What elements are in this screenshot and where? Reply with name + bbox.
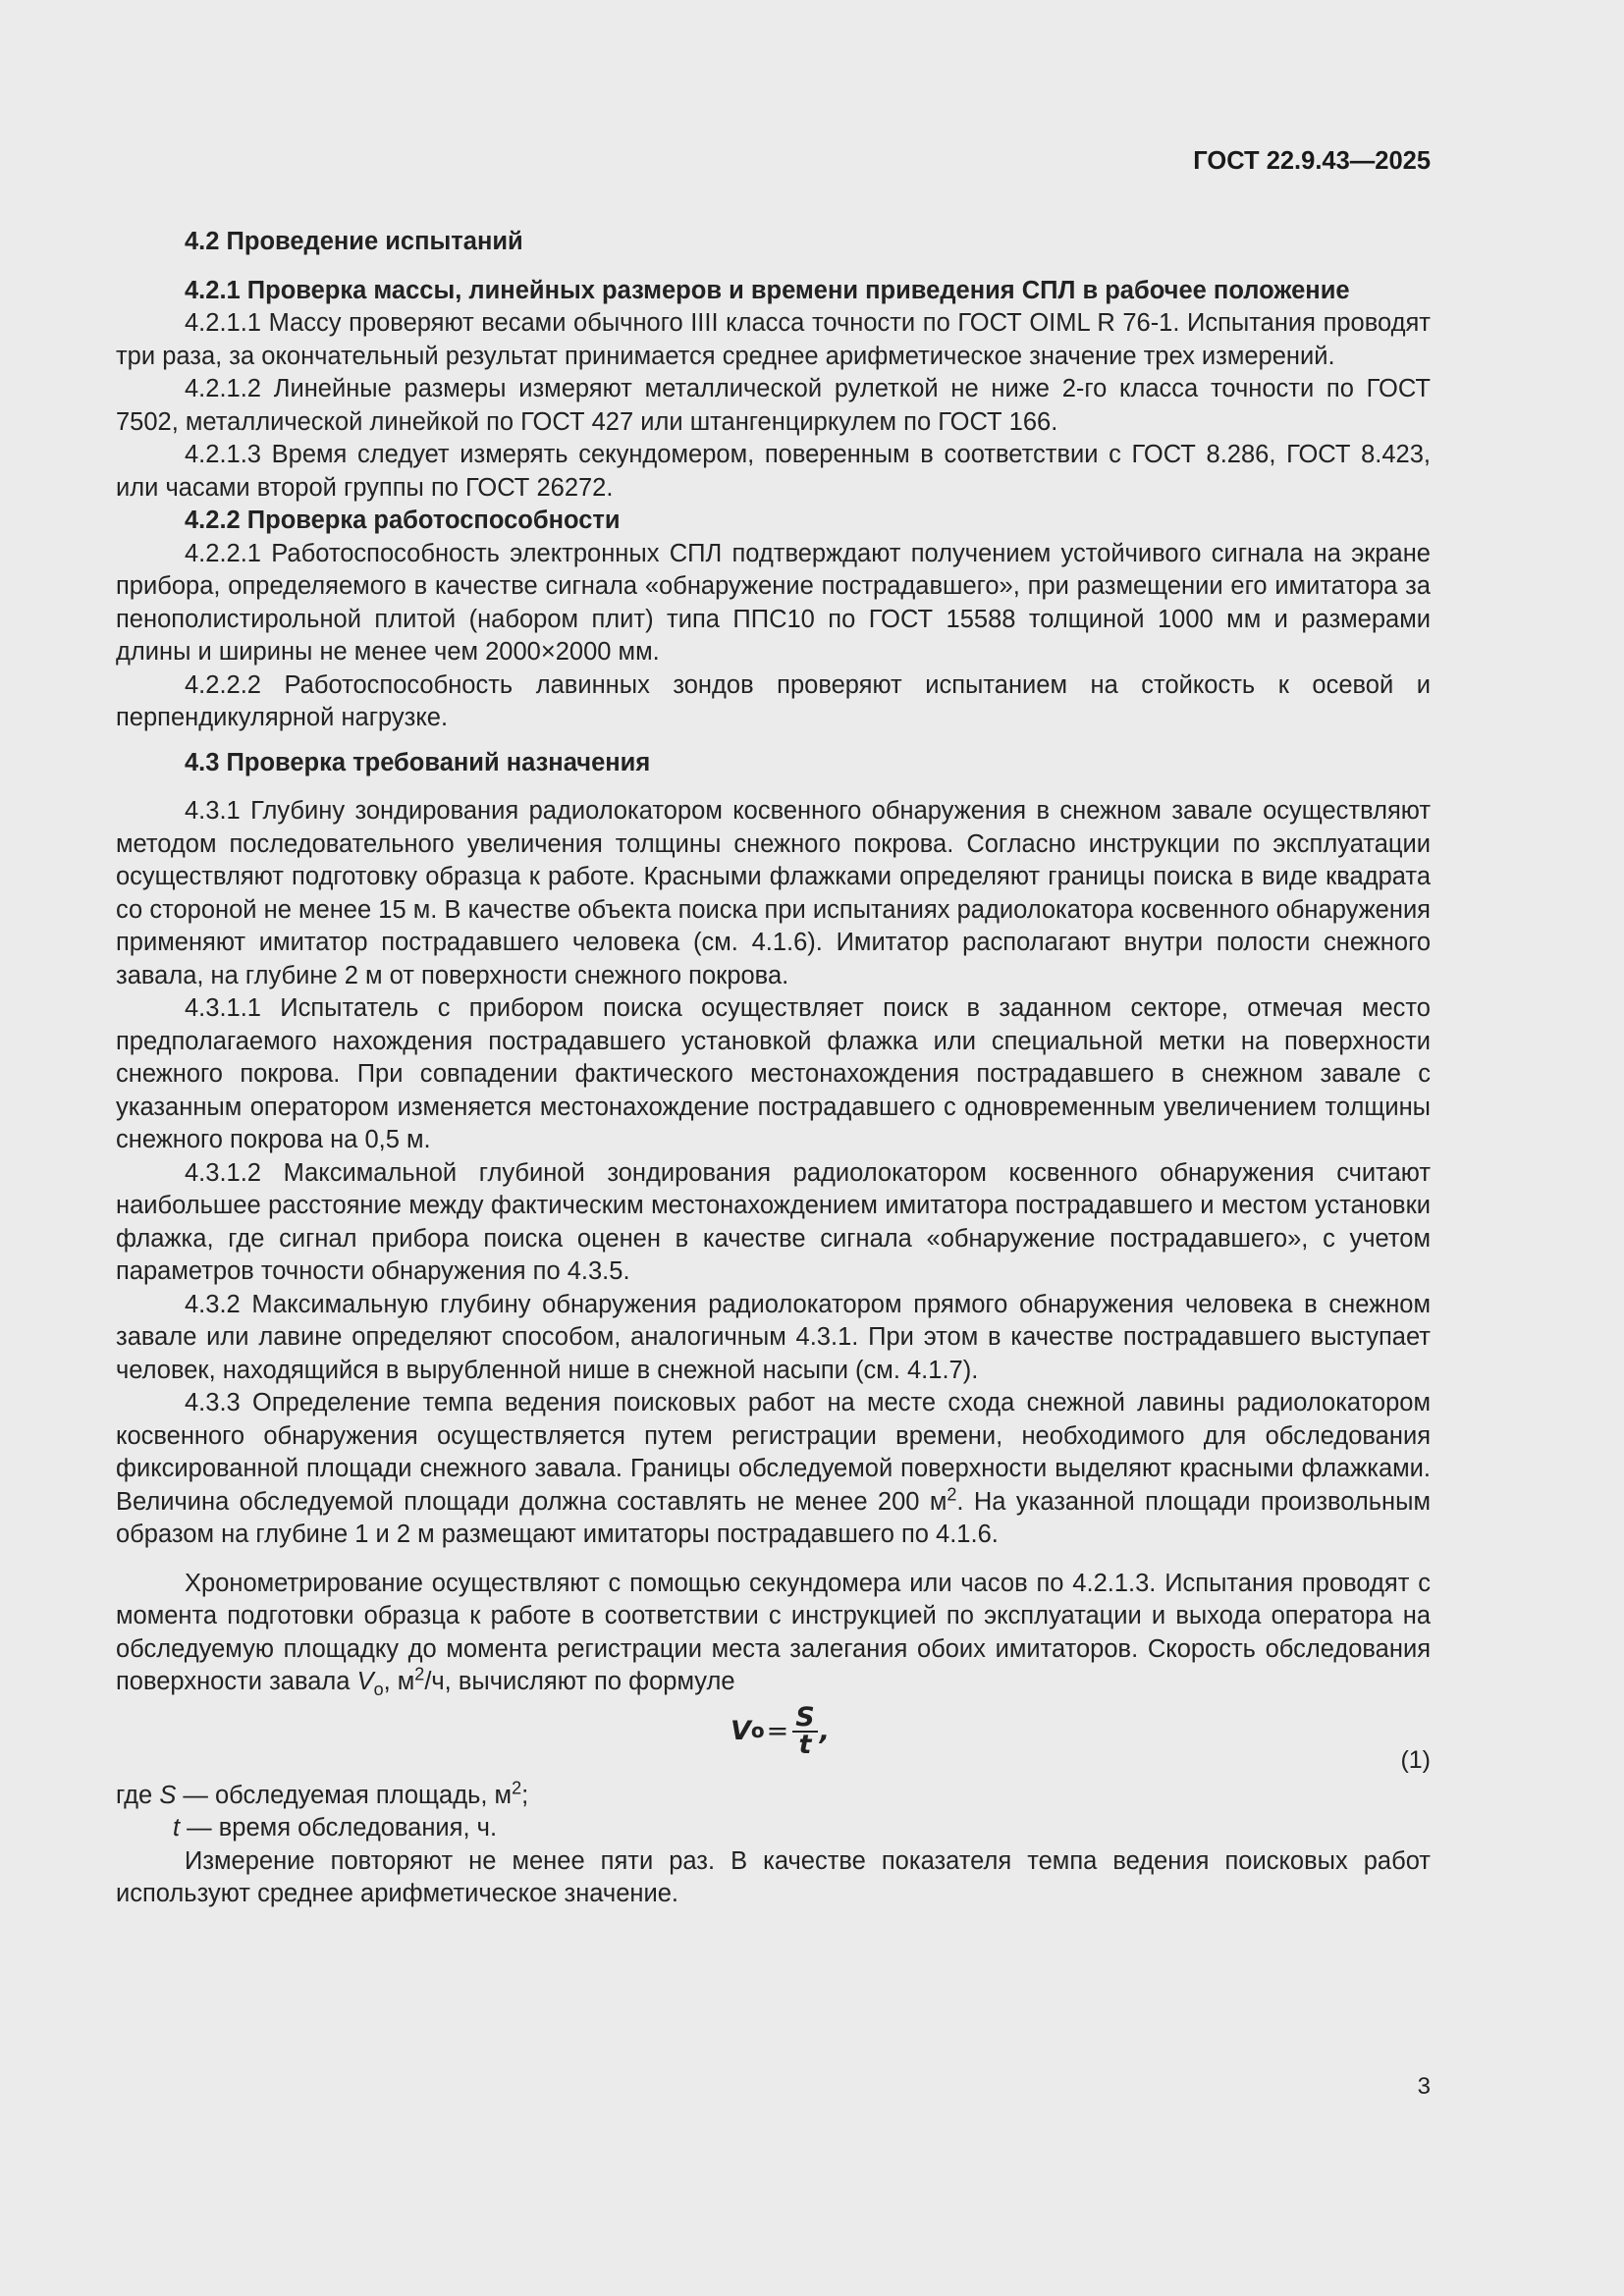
paragraph-4-2-2-1: 4.2.2.1 Работоспособность электронных СПЛ подтверждают получением устойчивого сигнала на экране прибора, определяемого в качестве сигнала «обнаружение пострадавшего», при размещении его имитатора за пенополистирольной плитой (набором плит) типа ППС10 по ГОСТ 15588 толщиной 1000 мм и размерами длины и ширины не менее чем 2000×2000 мм. xyxy=(116,539,1431,666)
paragraph-4-2-1-1: 4.2.1.1 Массу проверяют весами обычного IIII класса точности по ГОСТ OIML R 76-1. Испытания проводят три раза, за окончательный результат принимается среднее арифметическое значение трех измерений. xyxy=(116,309,1431,370)
paragraph-4-2-1-3: 4.2.1.3 Время следует измерять секундомером, поверенным в соответствии с ГОСТ 8.286, ГОСТ 8.423, или часами второй группы по ГОСТ 26272. xyxy=(116,441,1431,502)
paragraph-4-3-1: 4.3.1 Глубину зондирования радиолокатором косвенного обнаружения в снежном завале осуществляют методом последовательного увеличения толщины снежного покрова. Согласно инструкции по эксплуатации осуществляют подготовку образца к работе. Красными флажками определяют границы поиска в виде квадрата со стороной не менее 15 м. В качестве объекта поиска при испытаниях радиолокатора косвенного обнаружения применяют имитатор пострадавшего человека (см. 4.1.6). Имитатор располагают внутри полости снежного завала, на глубине 2 м от поверхности снежного покрова. xyxy=(116,797,1431,989)
page-number: 3 xyxy=(1417,2073,1431,2100)
paragraph-4-3-2: 4.3.2 Максимальную глубину обнаружения радиолокатором прямого обнаружения человека в снежном завале или лавине определяют способом, аналогичным 4.3.1. При этом в качестве пострадавшего выступает человек, находящийся в вырубленной нише в снежной насыпи (см. 4.1.7). xyxy=(116,1290,1431,1384)
paragraph-chronometry: Хронометрирование осуществляют с помощью секундомера или часов по 4.2.1.3. Испытания проводят с момента подготовки образца к работе в соответствии с инструкцией по эксплуатации и выхода оператора на обследуемую площадку до момента регистрации места залегания обоих имитаторов. Скорость обследования поверхности завала $V_о$, $м^2/ч$, вычисляют по формуле xyxy=(116,1569,1431,1700)
formula-block xyxy=(116,1701,1431,1780)
paragraph-final: Измерение повторяют не менее пяти раз. В качестве показателя темпа ведения поисковых работ используют среднее арифметическое значение. xyxy=(116,1846,1431,1907)
section-title-4-3: 4.3 Проверка требований назначения xyxy=(185,748,651,776)
formula-1: V o = $\frac{S}{t}$ , xyxy=(731,1701,830,1760)
section-title-4-2-2: 4.2.2 Проверка работоспособности xyxy=(185,507,621,534)
section-title-4-2: 4.2 Проведение испытаний xyxy=(185,228,523,255)
paragraph-4-2-1-2: 4.2.1.2 Линейные размеры измеряют металлической рулеткой не ниже 2-го класса точности по ГОСТ 7502, металлической линейкой по ГОСТ 427 или штангенциркулем по ГОСТ 166. xyxy=(116,375,1431,436)
formula-fraction: $\frac{S}{t}$ xyxy=(792,1705,817,1758)
paragraph-4-2-2-2: 4.2.2.2 Работоспособность лавинных зондов проверяют испытанием на стойкость к осевой и перпендикулярной нагрузке. xyxy=(116,670,1431,731)
formula-number: (1) xyxy=(1400,1745,1431,1774)
section-title-4-2-1: 4.2.1 Проверка массы, линейных размеров и времени приведения СПЛ в рабочее положение xyxy=(185,276,1350,304)
page-body xyxy=(116,145,1431,1911)
where-t: t — время обследования, ч. xyxy=(173,1814,498,1842)
paragraph-4-3-1-2: 4.3.1.2 Максимальной глубиной зондирования радиолокатором косвенного обнаружения считают наибольшее расстояние между фактическим местонахождением имитатора пострадавшего и местом установки флажка, где сигнал прибора поиска оценен в качестве сигнала «обнаружение пострадавшего», с учетом параметров точности обнаружения по 4.3.5. xyxy=(116,1158,1431,1285)
paragraph-4-3-3: 4.3.3 Определение темпа ведения поисковых работ на месте схода снежной лавины радиолокатором косвенного обнаружения осуществляется путем регистрации времени, необходимого для обследования фиксированной площади снежного завала. Границы обследуемой поверхности выделяют красными флажками. Величина обследуемой площади должна составлять не менее 200 $м^2$. На указанной площади произвольным образом на глубине 1 и 2 м размещают имитаторы пострадавшего по 4.1.6. xyxy=(116,1389,1431,1548)
where-s: где S — обследуемая площадь, $м^2$; xyxy=(116,1778,529,1809)
paragraph-4-3-1-1: 4.3.1.1 Испытатель с прибором поиска осуществляет поиск в заданном секторе, отмечая место предполагаемого нахождения пострадавшего установкой флажка или специальной метки на поверхности снежного покрова. При совпадении фактического местонахождения пострадавшего в снежном завале с указанным оператором изменяется местонахождение пострадавшего с одновременным увеличением толщины снежного покрова на 0,5 м. xyxy=(116,994,1431,1153)
document-code: ГОСТ 22.9.43—2025 xyxy=(1193,147,1431,175)
